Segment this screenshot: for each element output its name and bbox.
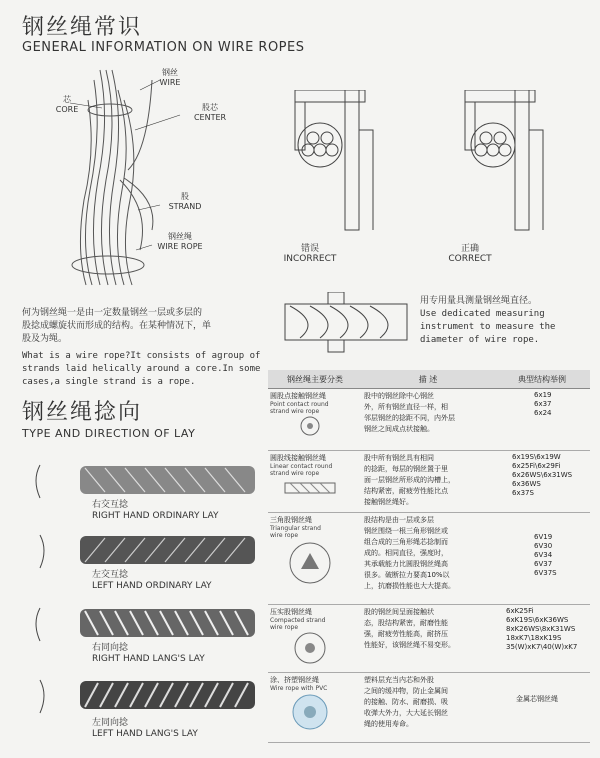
label-wire-rope: 钢丝绳 WIRE ROPE	[157, 232, 203, 251]
rope-diameter-illustration	[280, 292, 415, 357]
table-header-category: 钢丝绳主要分类	[268, 370, 362, 389]
measure-note: 用专用量具测量钢丝绳直径。 Use dedicated measuring instrument to measure the diameter of wire rope.	[420, 296, 556, 345]
lay-title-cn: 钢丝绳捻向	[22, 400, 143, 425]
label-center: 股芯 CENTER	[193, 103, 227, 122]
lay-rope-image-2	[30, 530, 260, 572]
intro-cn: 何为钢丝绳一是由一定数量钢丝一层或多层的 股捻成螺旋状而形成的结构。在某种情况下，单 股及为绳。	[22, 308, 212, 344]
lay-label-2: 左交互捻 LEFT HAND ORDINARY LAY	[92, 570, 212, 591]
triangular-strand-icon	[270, 539, 350, 587]
table-row: 圆股线接触钢丝绳 Linear contact round strand wire rope 股中所有钢丝具有相同 的捻距，每层的钢丝置于里 面一层钢丝所形成的沟槽上， 结构紧密，耐疲劳性能比点 接触钢丝绳好。 6x19S\6x19W 6x25Fi\6x29Fi 6x26WS\6x31WS 6x36WS 6x37S	[268, 451, 590, 513]
label-incorrect: 错误 INCORRECT	[283, 244, 337, 264]
page-title-en: GENERAL INFORMATION ON WIRE ROPES	[22, 40, 305, 55]
label-core: 芯 CORE	[55, 95, 79, 114]
label-wire: 钢丝 WIRE	[159, 68, 181, 87]
lay-title-en: TYPE AND DIRECTION OF LAY	[22, 427, 196, 440]
caliper-incorrect-illustration	[275, 90, 385, 240]
label-strand: 股 STRAND	[168, 192, 202, 211]
strand-cross-section-icon	[270, 477, 350, 499]
lay-rope-image-3	[30, 603, 260, 645]
table-row: 涂、挤塑钢丝绳 Wire rope with PVC 塑料层充当内芯和外股 之间的缓冲物，防止金属间 的接触、防水、耐磨损、吸 收弹大外力，大大延长钢丝 绳的使用寿命。 金属芯钢丝绳	[268, 673, 590, 743]
wire-rope-classification-table	[268, 370, 590, 743]
pvc-coated-rope-icon	[270, 692, 350, 732]
compacted-strand-icon	[270, 631, 350, 665]
table-header-examples: 典型结构举例	[494, 370, 590, 389]
table-row: 压实股钢丝绳 Compacted strand wire rope 股的钢丝间呈面接触状 态，股结构紧密，耐磨性能 强，耐疲劳性能高，耐挤压 性能好，该钢丝绳不易变形。 6xK25Fi 6xK19S\6xK36WS 8xK26WS\8xK31WS 18xK7\18xK19S 35(W)xK7\40(W)xK7	[268, 605, 590, 673]
lay-label-4: 左同向捻 LEFT HAND LANG'S LAY	[92, 718, 198, 739]
table-row: 圆股点接触钢丝绳 Point contact round strand wire rope 股中的钢丝除中心钢丝 外，所有钢丝直径一样，相 邻层钢丝的捻距不同，内外层 钢丝之间成点状接触。 6x19 6x37 6x24	[268, 389, 590, 451]
table-header-description: 描 述	[362, 370, 494, 389]
lay-label-3: 右同向捻 RIGHT HAND LANG'S LAY	[92, 643, 205, 664]
table-row: 三角股钢丝绳 Triangular strand wire rope 股结构是由一层或多层 钢丝围绕一根三角形钢丝或 组合成的三角形绳芯捻制而 成的。相同直径，强度时， 其承载能力比圆股钢丝绳高 很多。破断拉力要高10%以 上，抗磨损性能也大大提高。 6V19 6V30 6V34 6V37 6V37S	[268, 513, 590, 605]
caliper-correct-illustration	[445, 90, 555, 240]
label-correct: 正确 CORRECT	[448, 244, 492, 264]
lay-label-1: 右交互捻 RIGHT HAND ORDINARY LAY	[92, 500, 219, 521]
lay-rope-image-1	[30, 460, 260, 502]
page-title-cn: 钢丝绳常识	[22, 15, 143, 40]
intro-en: What is a wire rope?It consists of agroup of strands laid helically around a core.In some cases,a single strand is a rope.	[22, 351, 261, 387]
strand-cross-section-icon	[270, 415, 350, 437]
lay-rope-image-4	[30, 675, 260, 717]
